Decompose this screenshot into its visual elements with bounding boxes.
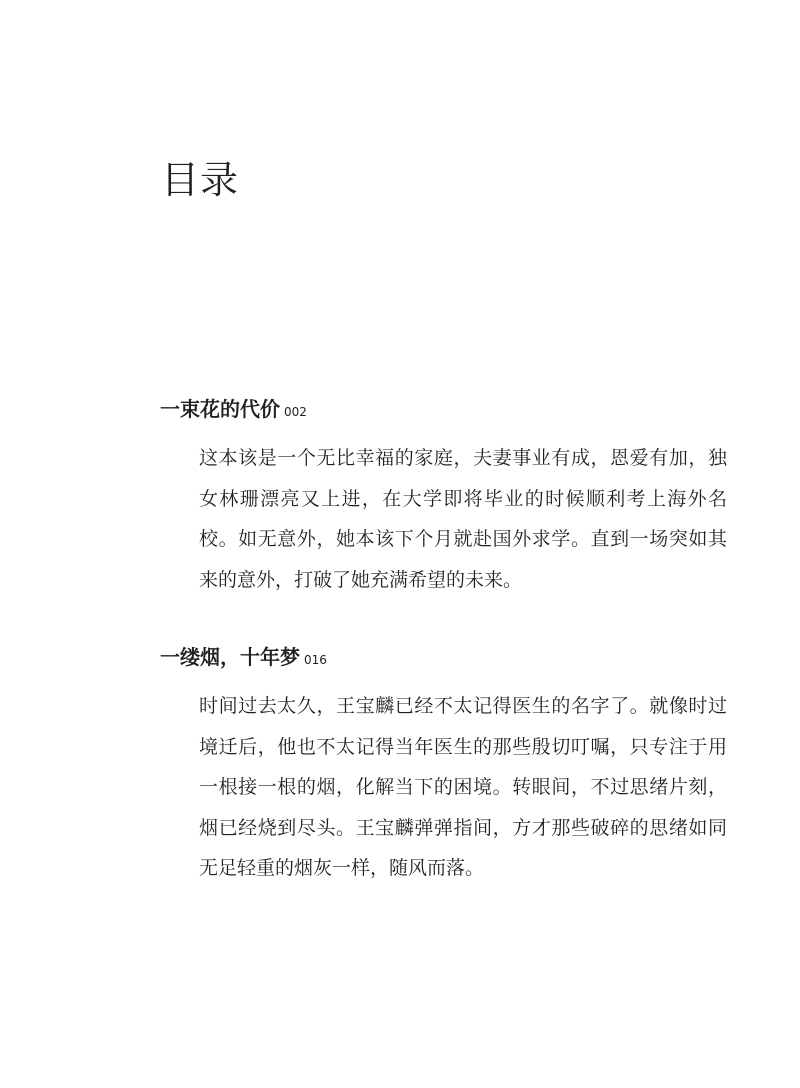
toc-entry — [160, 640, 740, 889]
toc-entry-heading[interactable] — [160, 640, 740, 674]
toc-entry-heading[interactable] — [160, 392, 740, 426]
page-title: 目录 — [161, 158, 240, 202]
toc-entry-title: 一束花的代价 — [160, 397, 280, 421]
toc-entry-summary: 这本该是一个无比幸福的家庭，夫妻事业有成，恩爱有加，独女林珊漂亮又上进，在大学即将毕业的时候顺利考上海外名校。如无意外，她本该下个月就赴国外求学。直到一场突如其来的意外，打破了她充满希望的未来。 — [199, 447, 727, 591]
toc-entry-title: 一缕烟，十年梦 — [160, 645, 300, 669]
toc-entry-page-number: 016 — [304, 653, 327, 667]
toc-entry — [160, 392, 740, 600]
table-of-contents — [160, 392, 740, 929]
toc-entry-page-number: 002 — [284, 405, 307, 419]
toc-entry-summary: 时间过去太久，王宝麟已经不太记得医生的名字了。就像时过境迁后，他也不太记得当年医生的那些殷切叮嘱，只专注于用一根接一根的烟，化解当下的困境。转眼间，不过思绪片刻，烟已经烧到尽头。王宝麟弹弹指间，方才那些破碎的思绪如同无足轻重的烟灰一样，随风而落。 — [199, 695, 727, 879]
